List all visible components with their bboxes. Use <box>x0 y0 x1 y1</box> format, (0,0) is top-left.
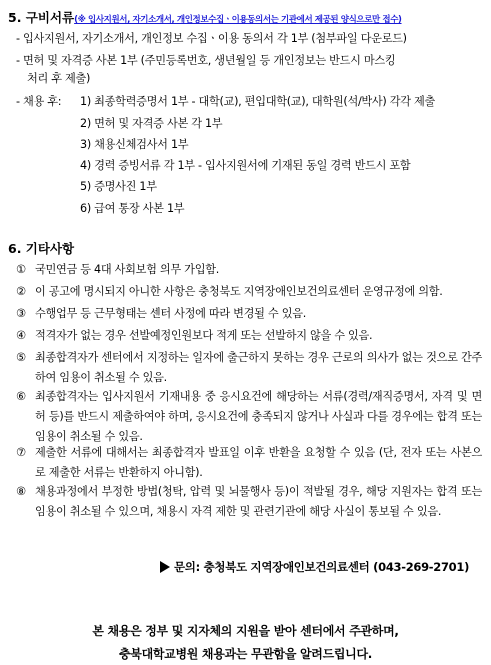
item-text: 최종합격자는 입사지원서 기재내용 중 응시요건에 해당하는 서류(경력/재직증명서, 자격 및 면허 등)를 반드시 제출하여야 하며, 응시요건에 충족되지 않거나 사실과 다를 경우에는 합격 또는 임용이 취소될 수 있음. <box>35 390 482 443</box>
notice-item-5 <box>16 348 482 388</box>
section6-title: 6. 기타사항 <box>8 241 75 256</box>
item-number: ③ <box>16 307 26 320</box>
item-number: ② <box>16 285 26 298</box>
contact-text: 문의: 충청북도 지역장애인보건의료센터 (043-269-2701) <box>174 560 470 574</box>
section5-line-3: 처리 후 제출) <box>27 72 91 85</box>
hire-item-6: 6) 급여 통장 사본 1부 <box>80 202 185 215</box>
item-text: 국민연금 등 4대 사회보험 의무 가입함. <box>35 263 219 276</box>
notice-item-4 <box>16 326 482 346</box>
hire-item-4: 4) 경력 증빙서류 각 1부 - 입사지원서에 기재된 동일 경력 반드시 포함 <box>80 159 411 172</box>
footer-line-2: 충북대학교병원 채용과는 무관함을 알려드립니다. <box>118 647 373 661</box>
hire-label: - 채용 후: <box>16 95 62 108</box>
contact-line <box>160 559 469 575</box>
item-number: ⑦ <box>16 446 26 459</box>
section5-line-2: - 면허 및 자격증 사본 1부 (주민등록번호, 생년월일 등 개인정보는 반드시 마스킹 <box>16 54 396 67</box>
notice-item-7 <box>16 443 482 483</box>
item-text: 제출한 서류에 대해서는 최종합격자 발표일 이후 반환을 요청할 수 있음 (단, 전자 또는 사본으로 제출한 서류는 반환하지 아니함). <box>35 446 482 479</box>
section5-heading <box>8 8 402 26</box>
item-number: ⑧ <box>16 485 26 498</box>
notice-item-1 <box>16 260 482 280</box>
notice-item-8 <box>16 482 482 522</box>
item-number: ① <box>16 263 26 276</box>
hire-item-1: 1) 최종학력증명서 1부 - 대학(교), 편입대학(교), 대학원(석/박사) 각각 제출 <box>80 95 436 108</box>
item-number: ④ <box>16 329 26 342</box>
hire-item-3: 3) 채용신체검사서 1부 <box>80 138 189 151</box>
item-text: 수행업무 등 근무형태는 센터 사정에 따라 변경될 수 있음. <box>35 307 306 320</box>
section5-line-1: - 입사지원서, 자기소개서, 개인정보 수집ㆍ이용 동의서 각 1부 (첨부파일 다운로드) <box>16 32 407 45</box>
notice-item-3 <box>16 304 482 324</box>
triangle-arrow-icon <box>160 561 170 573</box>
notice-item-2 <box>16 282 482 302</box>
section5-title: 5. 구비서류 <box>8 10 75 25</box>
item-number: ⑤ <box>16 351 26 364</box>
item-text: 최종합격자가 센터에서 지정하는 일자에 출근하지 못하는 경우 근로의 의사가 없는 것으로 간주하여 임용이 취소될 수 있음. <box>35 351 482 384</box>
item-text: 이 공고에 명시되지 아니한 사항은 충청북도 지역장애인보건의료센터 운영규정에 의함. <box>35 285 443 298</box>
hire-item-2: 2) 면허 및 자격증 사본 각 1부 <box>80 117 223 130</box>
item-text: 적격자가 없는 경우 선발예정인원보다 적게 또는 선발하지 않을 수 있음. <box>35 329 373 342</box>
notice-item-6 <box>16 387 482 447</box>
hire-item-5: 5) 증명사진 1부 <box>80 180 157 193</box>
section5-note: (※ 입사지원서, 자기소개서, 개인정보수집ㆍ이용동의서는 기관에서 제공된 양식으로만 접수) <box>74 15 402 25</box>
footer-line-1: 본 채용은 정부 및 지자체의 지원을 받아 센터에서 주관하며, <box>92 624 399 638</box>
item-text: 채용과정에서 부정한 방법(청탁, 압력 및 뇌물행사 등)이 적발될 경우, 해당 지원자는 합격 또는 임용이 취소될 수 있으며, 채용시 자격 제한 및 관련기관에 해당 사실이 통보될 수 있음. <box>35 485 482 518</box>
item-number: ⑥ <box>16 390 26 403</box>
